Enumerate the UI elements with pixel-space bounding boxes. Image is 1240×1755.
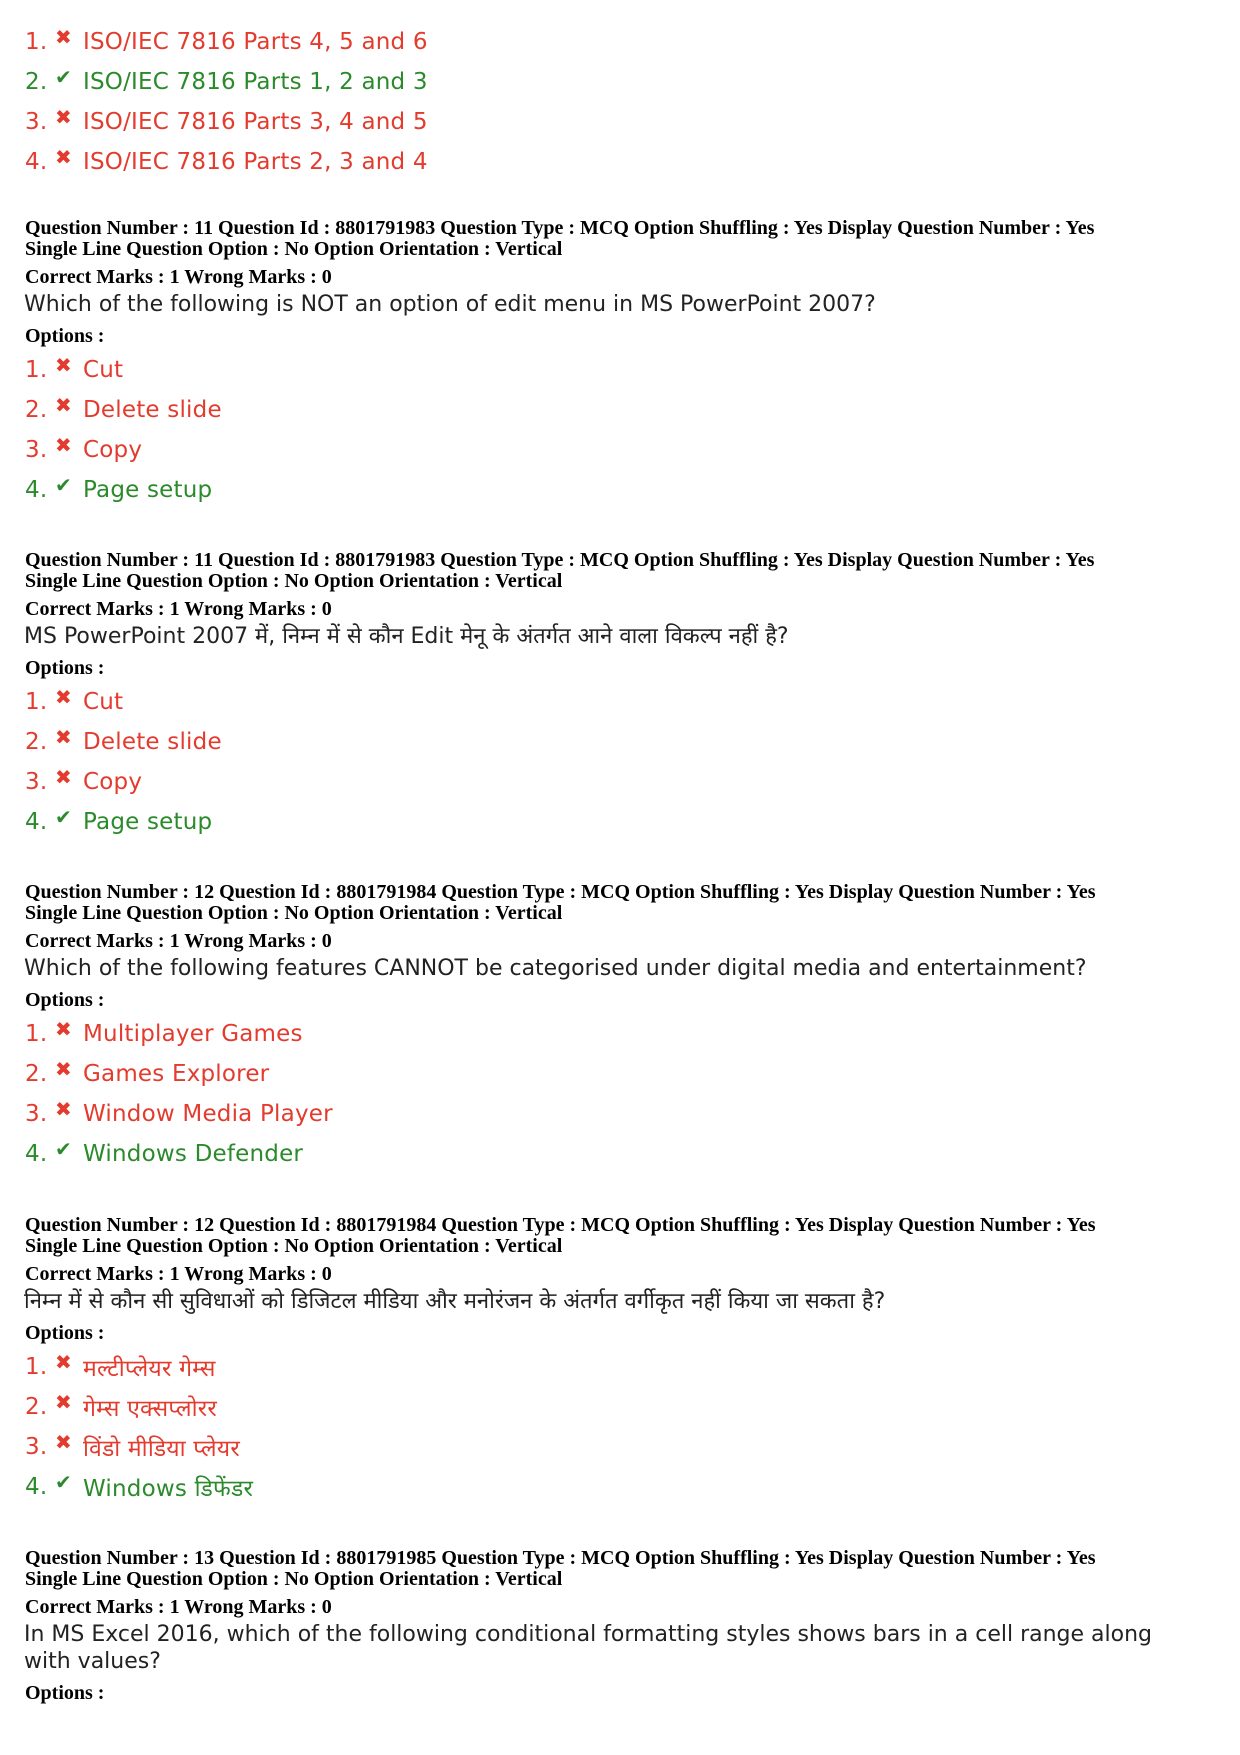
question-marks: Correct Marks : 1 Wrong Marks : 0 <box>25 598 332 620</box>
cross-icon: ✖ <box>55 685 72 709</box>
question-meta <box>0 1548 1240 1618</box>
option-item <box>0 1134 1240 1174</box>
check-icon: ✔ <box>55 65 72 89</box>
option-number: 4. <box>25 477 48 503</box>
option-item <box>0 62 1240 102</box>
option-text: Window Media Player <box>83 1101 333 1127</box>
cross-icon: ✖ <box>55 25 72 49</box>
question-header: Question Number : 11 Question Id : 8801791983 Question Type : MCQ Option Shuffling : Yes Display Question Number : Yes <box>25 549 1095 571</box>
option-item <box>0 1014 1240 1054</box>
option-item <box>0 722 1240 762</box>
cross-icon: ✖ <box>55 1350 72 1374</box>
question-meta <box>0 1215 1240 1285</box>
question-text: MS PowerPoint 2007 में, निम्न में से कौन Edit मेनू के अंतर्गत आने वाला विकल्प नहीं है? <box>24 624 789 649</box>
question-header: Question Number : 11 Question Id : 8801791983 Question Type : MCQ Option Shuffling : Yes Display Question Number : Yes <box>25 217 1095 239</box>
question-marks: Correct Marks : 1 Wrong Marks : 0 <box>25 1263 332 1285</box>
option-number: 2. <box>25 397 48 423</box>
question-meta <box>0 550 1240 620</box>
question-header: Question Number : 12 Question Id : 8801791984 Question Type : MCQ Option Shuffling : Yes Display Question Number : Yes <box>25 1214 1096 1236</box>
option-number: 4. <box>25 1474 48 1500</box>
check-icon: ✔ <box>55 805 72 829</box>
check-icon: ✔ <box>55 1137 72 1161</box>
cross-icon: ✖ <box>55 1057 72 1081</box>
question-text: In MS Excel 2016, which of the following conditional formatting styles shows bars in a cell range along with values? <box>24 1622 1152 1674</box>
option-item <box>0 22 1240 62</box>
options-label: Options : <box>25 325 105 347</box>
option-item <box>0 1427 1240 1467</box>
cross-icon: ✖ <box>55 1017 72 1041</box>
option-number: 3. <box>25 1101 48 1127</box>
options-label: Options : <box>25 989 105 1011</box>
option-text: Cut <box>83 689 124 715</box>
cross-icon: ✖ <box>55 145 72 169</box>
cross-icon: ✖ <box>55 1390 72 1414</box>
option-number: 2. <box>25 729 48 755</box>
cross-icon: ✖ <box>55 765 72 789</box>
option-item <box>0 762 1240 802</box>
cross-icon: ✖ <box>55 725 72 749</box>
cross-icon: ✖ <box>55 393 72 417</box>
option-number: 2. <box>25 1394 48 1420</box>
cross-icon: ✖ <box>55 433 72 457</box>
question-text: Which of the following is NOT an option of edit menu in MS PowerPoint 2007? <box>24 292 876 317</box>
option-text: Multiplayer Games <box>83 1021 303 1047</box>
option-text: ISO/IEC 7816 Parts 1, 2 and 3 <box>83 69 428 95</box>
option-text: ISO/IEC 7816 Parts 4, 5 and 6 <box>83 29 428 55</box>
option-item <box>0 1467 1240 1507</box>
option-text: गेम्स एक्सप्लोरर <box>83 1396 218 1422</box>
option-text: ISO/IEC 7816 Parts 2, 3 and 4 <box>83 149 428 175</box>
option-number: 3. <box>25 1434 48 1460</box>
option-list <box>0 1014 1240 1174</box>
option-number: 2. <box>25 69 48 95</box>
question-options-info: Single Line Question Option : No Option Orientation : Vertical <box>25 570 563 592</box>
question-text: Which of the following features CANNOT be categorised under digital media and entertainment? <box>24 956 1087 981</box>
option-number: 4. <box>25 809 48 835</box>
options-label: Options : <box>25 657 105 679</box>
check-icon: ✔ <box>55 473 72 497</box>
option-item <box>0 802 1240 842</box>
option-text: मल्टीप्लेयर गेम्स <box>83 1356 216 1382</box>
question-meta <box>0 218 1240 288</box>
option-text: विंडो मीडिया प्लेयर <box>83 1436 240 1462</box>
option-number: 2. <box>25 1061 48 1087</box>
cross-icon: ✖ <box>55 1097 72 1121</box>
check-icon: ✔ <box>55 1470 72 1494</box>
option-text: Delete slide <box>83 729 222 755</box>
question-block <box>0 550 1240 842</box>
option-number: 3. <box>25 769 48 795</box>
option-item <box>0 102 1240 142</box>
option-item <box>0 430 1240 470</box>
question-options-info: Single Line Question Option : No Option Orientation : Vertical <box>25 238 563 260</box>
cross-icon: ✖ <box>55 1430 72 1454</box>
option-item <box>0 1347 1240 1387</box>
question-text: निम्न में से कौन सी सुविधाओं को डिजिटल मीडिया और मनोरंजन के अंतर्गत वर्गीकृत नहीं किया जा सकता है? <box>24 1289 886 1314</box>
option-item <box>0 350 1240 390</box>
option-text: ISO/IEC 7816 Parts 3, 4 and 5 <box>83 109 428 135</box>
option-text: Windows डिफेंडर <box>83 1476 254 1502</box>
option-text: Games Explorer <box>83 1061 270 1087</box>
question-block <box>0 882 1240 1174</box>
option-list <box>0 1347 1240 1507</box>
question-marks: Correct Marks : 1 Wrong Marks : 0 <box>25 930 332 952</box>
previous-question-options <box>0 22 1240 182</box>
options-label: Options : <box>25 1682 105 1704</box>
option-item <box>0 1094 1240 1134</box>
option-number: 3. <box>25 109 48 135</box>
option-number: 1. <box>25 1354 48 1380</box>
option-item <box>0 682 1240 722</box>
option-text: Cut <box>83 357 124 383</box>
cross-icon: ✖ <box>55 353 72 377</box>
question-options-info: Single Line Question Option : No Option Orientation : Vertical <box>25 1568 563 1590</box>
question-block <box>0 1215 1240 1507</box>
options-label: Options : <box>25 1322 105 1344</box>
option-text: Copy <box>83 437 143 463</box>
option-text: Copy <box>83 769 143 795</box>
option-number: 3. <box>25 437 48 463</box>
option-text: Page setup <box>83 809 213 835</box>
option-text: Windows Defender <box>83 1141 304 1167</box>
option-list <box>0 682 1240 842</box>
option-number: 1. <box>25 29 48 55</box>
question-header: Question Number : 12 Question Id : 8801791984 Question Type : MCQ Option Shuffling : Yes Display Question Number : Yes <box>25 881 1096 903</box>
question-block <box>0 218 1240 510</box>
option-list <box>0 350 1240 510</box>
option-text: Page setup <box>83 477 213 503</box>
question-options-info: Single Line Question Option : No Option Orientation : Vertical <box>25 1235 563 1257</box>
option-item <box>0 1054 1240 1094</box>
option-list <box>0 22 1240 182</box>
option-number: 1. <box>25 689 48 715</box>
question-options-info: Single Line Question Option : No Option Orientation : Vertical <box>25 902 563 924</box>
cross-icon: ✖ <box>55 105 72 129</box>
option-number: 4. <box>25 149 48 175</box>
option-number: 4. <box>25 1141 48 1167</box>
question-marks: Correct Marks : 1 Wrong Marks : 0 <box>25 1596 332 1618</box>
option-item <box>0 1387 1240 1427</box>
question-header: Question Number : 13 Question Id : 8801791985 Question Type : MCQ Option Shuffling : Yes Display Question Number : Yes <box>25 1547 1096 1569</box>
option-number: 1. <box>25 357 48 383</box>
option-text: Delete slide <box>83 397 222 423</box>
question-meta <box>0 882 1240 952</box>
option-item <box>0 390 1240 430</box>
question-marks: Correct Marks : 1 Wrong Marks : 0 <box>25 266 332 288</box>
question-block <box>0 1548 1240 1707</box>
option-item <box>0 470 1240 510</box>
option-item <box>0 142 1240 182</box>
option-number: 1. <box>25 1021 48 1047</box>
